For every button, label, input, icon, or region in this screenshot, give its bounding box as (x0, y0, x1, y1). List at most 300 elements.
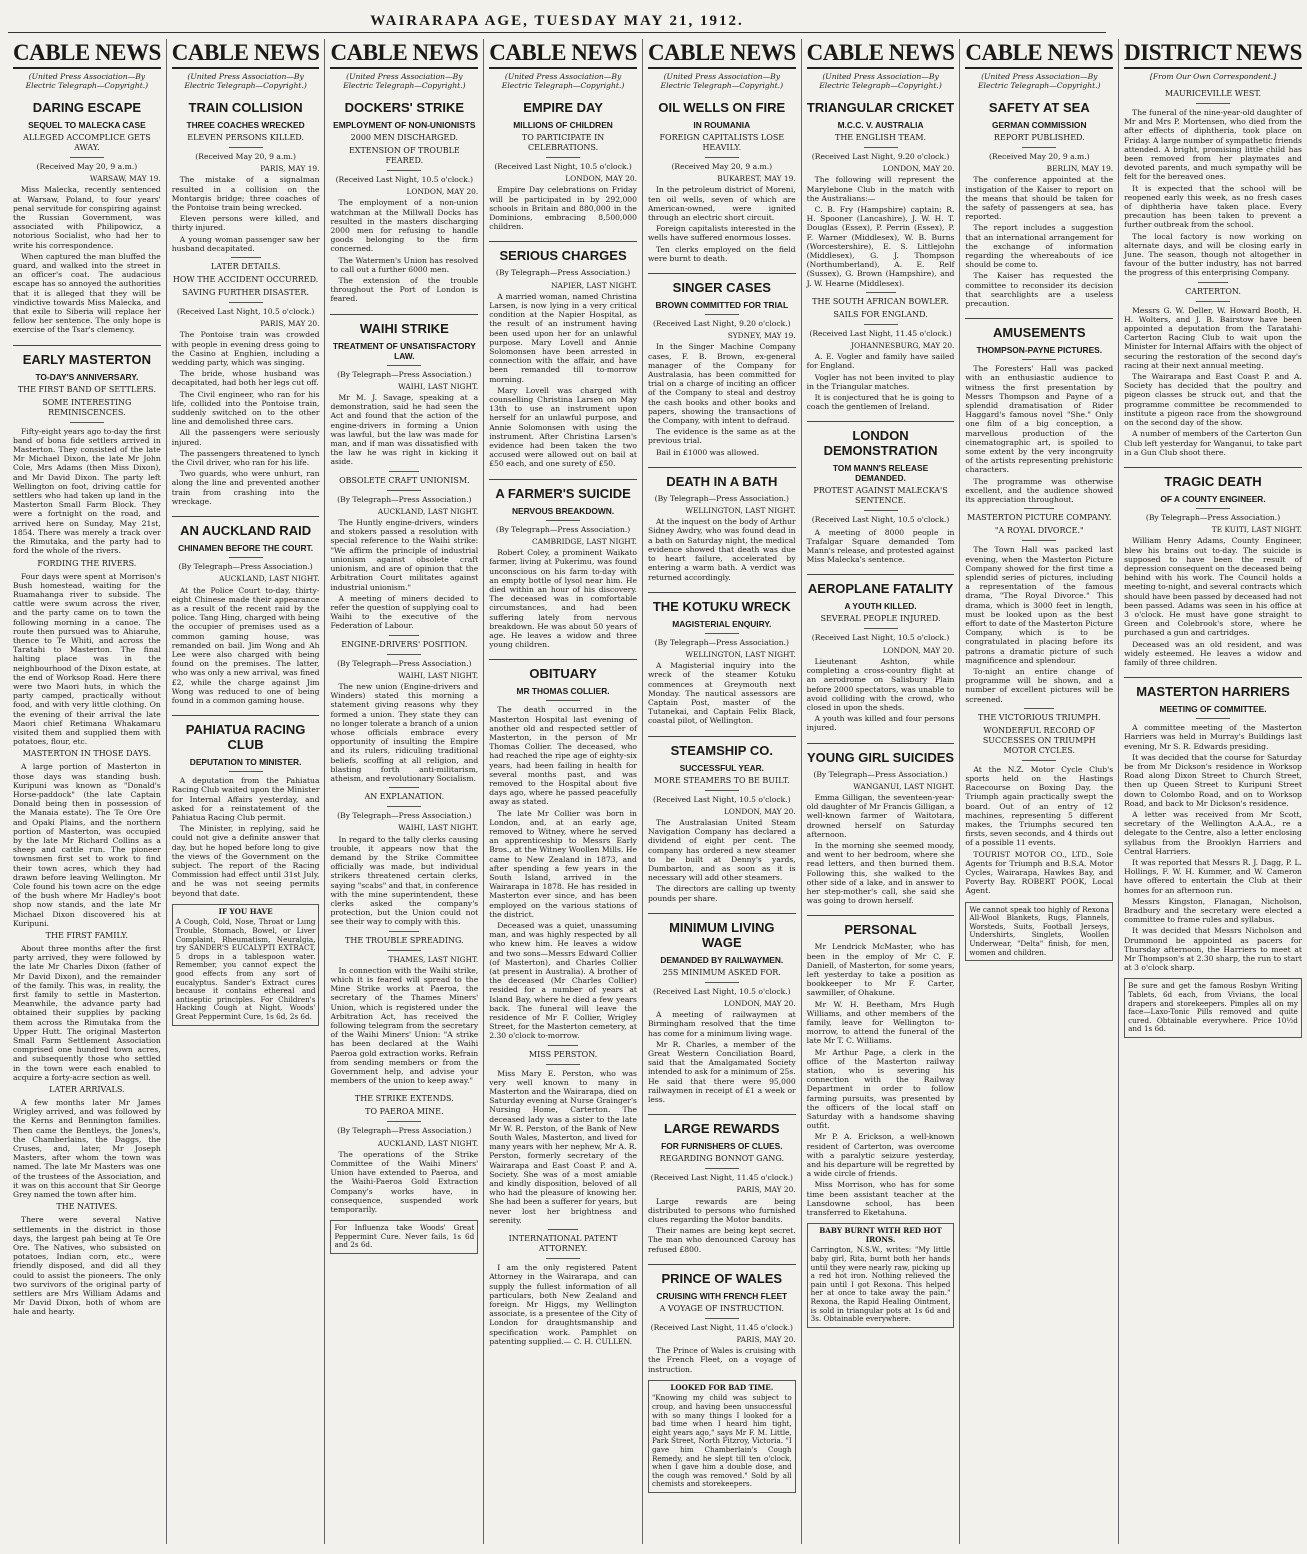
article-deck: IN ROUMANIA (693, 120, 751, 130)
paragraph: The Australasian United Steam Navigation Company has declared a dividend of eight per cent. The company has ordered a new steamer to be built at Denny's yards, Dumbarton, and as soon as it is necessary will add other steamers. (647, 817, 796, 883)
article-deck: OBSOLETE CRAFT UNIONISM. (339, 475, 470, 485)
column-credit: (United Press Association—By Electric Telegraph—Copyright.) (660, 72, 784, 90)
rule-divider (705, 157, 739, 158)
paragraph: Four days were spent at Morrison's Bush homestead, waiting for the Ruamahanga river to subside. The cattle were swum across the river, and the party came on to town the following morning in a canoe. The route then pursued was to Ahiaruhe, thence to Te Whiti, and across the Taratahi to Masterton. The final halting place was in the neighbourhood of the Dixon estate, at the end of Worksop Road. Here there were two Maori huts, in which the party camped, practically without food, and with very little clothing. On the evening of their arrival the late Maori chief Retimana Whakamaru visited them and supplied them with potatoes, flour, etc. (13, 571, 161, 747)
section-divider (548, 1229, 578, 1230)
advertisement (965, 902, 1113, 962)
rule-divider (1196, 718, 1230, 719)
article-deck: MORE STEAMERS TO BE BUILT. (654, 775, 790, 785)
rule-divider (864, 147, 898, 148)
rule-divider (387, 806, 421, 807)
sub-heading: LATER ARRIVALS. (49, 1085, 125, 1095)
rule-divider (1022, 147, 1056, 148)
paragraph: The passengers threatened to lynch the Civil driver, who ran for his life. (171, 448, 320, 468)
paragraph: A number of members of the Carterton Gun Club left yesterday for Wanganui, to take part in a Gun Club shoot there. (1124, 429, 1302, 457)
article-deck: FOR FURNISHERS OF CLUES. (661, 1141, 783, 1152)
paragraph: Mr W. H. Beetham, Mrs Hugh Williams, and other members of the family, leave for Wellington to-morrow, to attend the funeral of the late Mr T. C. Williams. (806, 999, 955, 1046)
received-line: (Received Last Night, 10.5 o'clock.) (494, 162, 632, 171)
article (330, 787, 478, 926)
article-deck: SOME INTERESTING REMINISCENCES. (42, 397, 132, 417)
article-headline: DEATH IN A BATH (648, 467, 796, 489)
dateline: WARSAW, MAY 19. (89, 174, 161, 184)
article (965, 708, 1113, 896)
article-deck: CARTERTON. (1185, 286, 1241, 296)
paragraph: At the inquest on the body of Arthur Sidney Awdry, who was found dead in a bath on Saturday night, the medical evidence showed that death was due to heart failure, accelerated by entering a warm bath. A verdict was returned accordingly. (647, 517, 796, 582)
article-deck: AN EXPLANATION. (364, 792, 445, 802)
article (330, 635, 478, 784)
rule-divider (229, 771, 263, 772)
article (489, 1045, 637, 1225)
dateline: WANGANUI, LAST NIGHT. (853, 781, 955, 791)
article-deck: PROTEST AGAINST MALECKA'S SENTENCE. (813, 486, 948, 506)
advert-text: For Influenza take Woods' Great Peppermint Cure. Never fails, 1s 6d and 2s 6d. (334, 1223, 475, 1250)
article-deck: EXTENSION OF TROUBLE FEARED. (348, 146, 460, 165)
article-deck: MISS PERSTON. (528, 1049, 598, 1059)
dateline: SYDNEY, MAY 19. (727, 331, 796, 341)
article (807, 915, 955, 1217)
article-headline: STEAMSHIP CO. (648, 736, 796, 758)
rule-divider (229, 302, 263, 303)
article (648, 1114, 796, 1254)
article-deck: SAVING FURTHER DISASTER. (182, 288, 309, 298)
rule-divider (546, 700, 580, 701)
dateline: AUCKLAND, LAST NIGHT. (377, 1138, 479, 1148)
article-headline: EARLY MASTERTON (13, 345, 161, 367)
article-headline: SERIOUS CHARGES (489, 241, 637, 263)
rule-divider (705, 790, 739, 791)
article-deck: THE SOUTH AFRICAN BOWLER. (812, 296, 949, 306)
paragraph: In the morning she seemed moody, and went to her bedroom, where she read letters, and then burned them. Following this, she walked to the other side of a lake, and in answer to her step-mother's call, she said she was going to drown herself. (806, 840, 955, 906)
column-5 (642, 39, 801, 1544)
dateline: LONDON, MAY 20. (882, 645, 955, 655)
section-divider (1198, 282, 1228, 283)
paragraph: A committee meeting of the Masterton Harriers was held in Murray's Buildings last evening, Mr S. R. Edwards presiding. (1124, 723, 1302, 751)
paragraph: Robert Coley, a prominent Waikato farmer, living at Pukerimu, was found unconscious on his farm to-day with an empty bottle of lysol near him. He died within an hour of his discovery. The deceased was in comfortable circumstances, and had been suffering lately from nervous breakdown. He was about 50 years of age. He leaves a widow and three young children. (489, 548, 637, 650)
advertisement (330, 1220, 478, 1254)
paragraph: It is conjectured that he is going to coach the gentlemen of Ireland. (806, 393, 955, 412)
advert-title: LOOKED FOR BAD TIME. (670, 1382, 774, 1392)
rule-divider (705, 633, 739, 634)
advert-text: We cannot speak too highly of Rexona All-Wool Blankets, Rugs, Flannels, Worsteds, Suits, Football Jerseys, Undershirts, Singlets, Woollen Underwear, "Delta" finish, for men, women and children. (969, 904, 1110, 957)
advert-title: IF YOU HAVE (218, 906, 273, 916)
dateline: WAIHI, LAST NIGHT. (398, 670, 479, 680)
received-line: (Received Last Night, 9.20 o'clock.) (653, 319, 791, 329)
column-1 (8, 39, 166, 1544)
paragraph: To-night an entire change of programme will be shown, and a number of excellent pictures will be screened. (965, 666, 1114, 704)
paragraph: The local factory is now working on alternate days, and will be closing early in June. The season, though not altogether in favour of the butter industry, has not barred the progress of this enterprising Company. (1124, 231, 1302, 278)
paragraph: The Wairarapa and East Coast P. and A. Society has decided that the poultry and pigeon classes be struck out, and that the programme committee be recommended to institute a pigeon race from the showground on the second day of the show. (1124, 372, 1302, 428)
paragraph: The directors are calling up twenty pounds per share. (647, 884, 796, 903)
dateline: WAIHI, LAST NIGHT. (398, 823, 479, 833)
article-deck: 2000 MEN DISCHARGED. (350, 133, 458, 142)
article (807, 292, 955, 412)
paragraph: A letter was received from Mr Scott, secretary of the Wellington A.A.A., re a delegate to the Centre, also a letter enclosing syllabus from the Brooklyn Harriers and Central Harriers. (1124, 809, 1302, 856)
article-headline: AEROPLANE FATALITY (807, 574, 955, 596)
article-deck: ALLEGED ACCOMPLICE GETS AWAY. (23, 133, 151, 152)
column-heading: CABLE NEWS (807, 39, 955, 69)
advert-text: A Cough, Cold, Nose, Throat or Lung Trouble, Stomach, Bowel, or Liver Complaint, Rheumatism, Neuralgia, try SANDER'S EUCALYPTI EXTRACT, 5 drops in a tablespoon water. Remember, you cannot expect the good effects from any sort of eucalyptus. Sander's Extract cures because it contains ethereal and antiseptic principles. For Children's Hacking Cough at Night, Woods' Great Peppermint Cure, 1s 6d, 2s 6d. (175, 917, 316, 1021)
rule-divider (387, 490, 421, 491)
dateline: LONDON, MAY 20. (723, 998, 796, 1008)
article-deck: EMPLOYMENT OF NON-UNIONISTS (333, 120, 476, 130)
article-headline: DARING ESCAPE (32, 100, 142, 115)
article (489, 659, 637, 1040)
article-deck: SUCCESSFUL YEAR. (679, 762, 764, 773)
article (330, 314, 478, 467)
rule-divider (1196, 508, 1230, 509)
paragraph: A deputation from the Pahiatua Racing Club waited upon the Minister for Internal Affairs yesterday, and asked for a reinstatement of the Pahiatua Racing Club permit. (171, 776, 320, 822)
dateline: PARIS, MAY 20. (736, 1185, 796, 1195)
column-credit: (United Press Association—By Electric Telegraph—Copyright.) (501, 72, 625, 90)
article-headline: OIL WELLS ON FIRE (658, 100, 786, 115)
paragraph: The mistake of a signalman resulted in a collision on the Montargis bridge; three coaches of the Pontoise train being wrecked. (171, 175, 320, 213)
article-deck: CRUISING WITH FRENCH FLEET (656, 1290, 788, 1301)
dateline: NAPIER, LAST NIGHT. (551, 280, 637, 290)
rule-divider (70, 422, 104, 423)
dateline: LONDON, MAY 20. (565, 174, 637, 184)
article-headline: YOUNG GIRL SUICIDES (807, 743, 955, 765)
article-deck: BROWN COMMITTED FOR TRIAL (655, 300, 789, 311)
rule-divider (864, 510, 898, 511)
received-line: (By Telegraph—Press Association.) (495, 268, 631, 278)
article (807, 743, 955, 906)
rule-divider (546, 1258, 580, 1259)
article-deck: FOREIGN CAPITALISTS LOSE HEAVILY. (659, 133, 785, 152)
article-headline: THE KOTUKU WRECK (648, 592, 796, 614)
rule-divider (387, 950, 421, 951)
paragraph: A young woman passenger saw her husband decapitated. (171, 234, 320, 253)
article-headline: SAFETY AT SEA (988, 100, 1090, 115)
paragraph: A large portion of Masterton in those days was standing bush. Kuripuni was known as "Donald's Horse-paddock" (the late Captain Donald being then in possession of the Manaia estate). The Te Ore Ore and Opaki Plains, and the northern portion of Masterton, was occupied by the late Mr Richard Collins as a sheep and cattle run. The pioneer townsmen first set to work to find their town acres, which they had drawn before leaving Wellington. Mr Cole found his town acre on the edge of the bush where Mr Hadley's boot shop now stands, and the late Mr Michael Dixon discovered his at Kuripuni. (13, 762, 161, 928)
sub-heading: FORDING THE RIVERS. (37, 558, 137, 568)
paragraph: A youth was killed and four persons injured. (806, 714, 955, 733)
article (965, 100, 1113, 308)
paragraph: The report includes a suggestion that an international arrangement for the exchange of information regarding the whereabouts of ice should be come to. (965, 223, 1114, 270)
column-credit: (United Press Association—By Electric Telegraph—Copyright.) (25, 72, 149, 90)
rule-divider (705, 314, 739, 315)
article-headline: TRAIN COLLISION (188, 100, 303, 115)
paragraph: The Kaiser has requested the committee to reconsider its decision that searchlights are a useless precaution. (965, 271, 1114, 309)
article-headline: PRINCE OF WALES (648, 1264, 796, 1286)
advertisement (807, 1223, 955, 1328)
paragraph: Mr Arthur Page, a clerk in the office of the Masterton railway station, who is severing his connection with the Railway Department in order to follow farming pursuits, was presented by the officers of the local staff on Saturday with a handsome shaving outfit. (806, 1047, 955, 1131)
article-deck: INTERNATIONAL PATENT ATTORNEY. (508, 1234, 618, 1254)
received-line: (By Telegraph—Press Association.) (337, 369, 472, 379)
advert-text: Be sure and get the famous Rosbyn Writing Tablets, 6d each, from Vivians, the local drapers and storekeepers. Pimples all on my face—Laxo-Tonic Pills removed and quite cured. Obtainable everywhere. Price 10½d and 1s 6d. (1128, 981, 1298, 1034)
paragraph: Mr R. Charles, a member of the Great Western Conciliation Board, said that the Amalgamated Society intended to ask for a minimum of 25s. He said that there were 95,000 railwaymen in receipt of £1 a week or less. (647, 1039, 796, 1104)
sub-heading: MASTERTON IN THOSE DAYS. (22, 749, 151, 759)
article-deck: MAURICEVILLE WEST. (1165, 89, 1262, 98)
article-headline: TRIANGULAR CRICKET (806, 100, 955, 115)
received-line: (Received Last Night, 9.20 o'clock.) (811, 152, 950, 161)
article-headline: A FARMER'S SUICIDE (489, 479, 637, 501)
received-line: (By Telegraph—Press Association.) (337, 1126, 472, 1136)
received-line: (By Telegraph—Press Association.) (654, 637, 789, 647)
article (648, 913, 796, 1104)
article-deck: MASTERTON PICTURE COMPANY. (967, 513, 1112, 523)
paragraph: The operations of the Strike Committee of the Waihi Miners' Union have extended to Paeroa, and the Waihi-Paeroa Gold Extraction Company's works have, in consequence, suspended work temporarily. (330, 1149, 479, 1215)
paragraph: The evidence is the same as at the previous trial. (647, 427, 796, 446)
paragraph: All the passengers were seriously injured. (171, 428, 320, 447)
column-credit: (United Press Association—By Electric Telegraph—Copyright.) (184, 72, 307, 90)
paragraph: It is expected that the school will be reopened early this week, as no fresh cases of diphtheria have taken place. Every precaution has been taken to prevent a further outbreak from the school. (1124, 183, 1302, 230)
advert-text: Carrington, N.S.W., writes: "My little baby girl, Rita, burnt both her hands until they were nearly raw, picking up a red hot iron. Nothing relieved the pain until I got Rexona. This helped her at once to take away the pain." Rexona, the Rapid Healing Ointment, is sold in triangular pots at 1s 6d and 3s. Obtainable everywhere. (810, 1245, 951, 1324)
sub-heading: THE NATIVES. (56, 1202, 118, 1212)
column-4 (483, 39, 642, 1544)
paragraph: When captured the man bluffed the guard, and walked into the street in an officer's coat. The audacious escape has so annoyed the authorities that it is alleged that they will be vindictive towards Miss Malecka, and that exile to Siberia will replace her fellow her sentence. The only hope is exercise of the Tsar's clemency. (13, 251, 161, 335)
article (648, 467, 796, 582)
paragraph: Mr M. J. Savage, speaking at a demonstration, said he had seen the Act and found that the action of the engine-drivers in forming a Union was lawful, but the law was made for man, and if man was dissatisfied with the law he was right in kicking it aside. (330, 393, 479, 467)
article-deck: M.C.C. V. AUSTRALIA (837, 120, 924, 130)
column-credit: [From Our Own Correspondent.] (1149, 72, 1277, 81)
paragraph: It was decided that the course for Saturday be from Mr Dickson's residence in Worksop Road along Dixon Street to Church Street, then up Queen Street to Kuripuni Street down to Colombo Road, and on to Worksop Road, and back to Mr Dickson's residence. (1124, 752, 1302, 808)
advert-text: "Knowing my child was subject to croup, and having been unsuccessful with so many things I looked for a bad time when I heard him tight, eight years ago," says Mr F. M. Little, Park Street, North Fitzroy, Victoria. "I gave him Chamberlain's Cough Remedy, and he slept till ten o'clock, when I gave him a double dose, and the cough was removed." Sold by all chemists and storekeepers. (651, 1393, 792, 1489)
paragraph: William Henry Adams, County Engineer, blew his brains out to-day. The suicide is supposed to have been the result of depression consequent on the deceased being behind with his work. The Council holds a meeting to-night, and several contracts which should have been passed by deceased had not been passed. Adams was seen in his office at 3 o'clock. He must have gone straight to Green and Colebrook's store, where he purchased a gun and cartridges. (1124, 536, 1302, 638)
article-deck: "A ROYAL DIVORCE." (994, 526, 1084, 536)
paragraph: Bail in £1000 was allowed. (655, 447, 760, 457)
paragraph: The extension of the trouble throughout the Port of London is feared. (330, 276, 479, 304)
rule-divider (387, 1121, 421, 1122)
article-headline: AMUSEMENTS (965, 318, 1113, 340)
article-deck: MAGISTERIAL ENQUIRY. (672, 618, 772, 629)
column-heading: CABLE NEWS (489, 39, 637, 69)
article (965, 318, 1113, 504)
article-deck: DEMANDED BY RAILWAYMEN. (660, 954, 784, 965)
received-line: (Received May 20, 9 a.m.) (195, 152, 296, 161)
paragraph: There were several Native settlements in the district in those days, the largest pah being at Te Ore Ore. The Natives, who subsisted on potatoes, Indian corn, etc., were friendly disposed, and did all they could to assist the pioneers. The only two survivors of the original party of settlers are Mrs William Adams and Mr David Dixon, both of whom are hale and hearty. (13, 1215, 161, 1317)
dateline: CAMBRIDGE, LAST NIGHT. (532, 536, 637, 546)
article (648, 592, 796, 726)
paragraph: The Huntly engine-drivers, winders and stokers passed a resolution with special reference to the Waihi strike: "We affirm the principle of industrial unionism against obsolete craft unionism, and are of opinion that the Arbitration Court militates against industrial unionism." (330, 518, 479, 592)
paragraph: The Civil engineer, who ran for his life, collided into the Pontoise train, suddenly switched on to the other line and demolished three cars. (171, 389, 320, 427)
advertisement (172, 904, 320, 1026)
columns-container (8, 39, 1302, 1544)
received-line: (Received Last Night, 10.5 o'clock.) (335, 175, 474, 184)
received-line: (By Telegraph—Press Association.) (337, 811, 472, 821)
rule-divider (1022, 359, 1056, 360)
article (172, 516, 320, 705)
article-deck: REPORT PUBLISHED. (993, 133, 1085, 142)
received-line: (Received Last Night, 10.5 o'clock.) (811, 515, 950, 525)
paragraph: A. E. Vogler and family have sailed for England. (806, 352, 955, 371)
paragraph: Vogler has not been invited to play in the Triangular matches. (806, 372, 955, 391)
dateline: PARIS, MAY 19. (260, 164, 320, 174)
rule-divider (229, 147, 263, 148)
column-credit: (United Press Association—By Electric Telegraph—Copyright.) (819, 72, 942, 90)
masthead: WAIRARAPA AGE, TUESDAY MAY 21, 1912. (8, 10, 1106, 33)
article-headline: MINIMUM LIVING WAGE (648, 913, 796, 950)
article (807, 421, 955, 564)
advertisement (648, 1380, 796, 1493)
article-deck: DEPUTATION TO MINISTER. (189, 757, 302, 768)
article (1124, 282, 1302, 457)
received-line: (By Telegraph—Press Association.) (178, 562, 313, 572)
received-line: (Received Last Night, 11.45 o'clock.) (809, 328, 952, 338)
paragraph: Fifty-eight years ago to-day the first band of bona fide settlers arrived in Masterton. They consisted of the late Mr Michael Dixon, the late Mr John Cole, Mrs Adams (then Miss Dixon), and Mr David Dixon. The party left Wellington on foot, driving cattle for settlers who had taken up land in the Masterton Small Farm Block. They were a fortnight on the road, and arrived here on Sunday, May 21st, 1854. There was merely a track over the Rimutaka, and the party had to ford the whole of the rivers. (13, 426, 161, 556)
article-deck: REGARDING BONNOT GANG. (659, 1154, 784, 1164)
paragraph: Deceased was a quiet, unassuming man, and was highly respected by all who knew him. He leaves a widow and two sons—Messrs Edward Collier (of Masterton), and Charles Collier (at present in Australia). A brother of the deceased (Mr Charles Collier) resided for a number of years at Island Bay, where he died a few years back. The funeral will leave the residence of Mr F. Collier, Wrigley Street, for the Masterton cemetery, at 2.30 o'clock to-morrow. (489, 921, 637, 1041)
dateline: WELLINGTON, LAST NIGHT. (685, 649, 796, 659)
paragraph: About three months after the first party arrived, they were followed by the late Mr Charles Dixon (father of Mr David Dixon), and the remainder of the family. This was, in reality, the first family to settle in Masterton. Meanwhile, the advance party had obtained their supplies by packing them across the Rimutaka from the Upper Hutt. The original Masterton Small Farm Settlement Association comprised one hundred town acres, and subsequently those who settled in the town were each enabled to acquire a forty-acre section as well. (13, 944, 161, 1082)
article-deck: CHINAMEN BEFORE THE COURT. (178, 543, 314, 554)
article-headline: LARGE REWARDS (648, 1114, 796, 1136)
rule-divider (705, 982, 739, 983)
received-line: (By Telegraph—Press Association.) (337, 494, 472, 504)
article (489, 479, 637, 650)
paragraph: Mr Lendrick McMaster, who has been in the employ of Mr C. F. Daniell, of Masterton, for some years, left yesterday to take a position as bookkeeper to Mr F. Carter, sawmiller, of Ohakune. (806, 942, 955, 998)
article-headline: SINGER CASES (648, 273, 796, 295)
received-line: (Received May 20, 9 a.m.) (988, 152, 1090, 161)
rule-divider (864, 628, 898, 629)
column-heading: CABLE NEWS (13, 39, 161, 69)
received-line: (Received Last Night, 10.5 o'clock.) (653, 794, 791, 804)
section-divider (389, 635, 419, 636)
section-divider (389, 1089, 419, 1090)
paragraph: The conference appointed at the instigation of the Kaiser to report on the means that should be taken for the safety of passengers at sea, has reported. (965, 175, 1114, 222)
section-divider (1024, 708, 1054, 709)
paragraph: It was reported that Messrs R. J. Dagg, P. L. Hollings, F. W. H. Kummer, and W. Cameron have offered to entertain the Club at their homes for an afternoon run. (1124, 858, 1302, 895)
rule-divider (387, 170, 421, 171)
article-headline: WAIHI STRIKE (330, 314, 478, 336)
article-deck: TOM MANN'S RELEASE DEMANDED. (832, 463, 929, 484)
paragraph: Large rewards are being distributed to persons who furnished clues regarding the Motor bandits. (647, 1196, 796, 1225)
paragraph: The Town Hall was packed last evening, when the Masterton Picture Company showed for the first time a splendid series of pictures, including a representation of the famous drama, "The Royal Divorce." This drama, which is 3000 feet in length, must be looked upon as the best effort to date of the Masterton Picture Company, which is to be congratulated in placing before its patrons a dramatic picture of such magnificence and splendour. (965, 545, 1114, 665)
article (965, 508, 1113, 703)
article (489, 100, 637, 231)
received-line: (Received May 20, 9 a.m.) (36, 162, 138, 171)
dateline: LONDON, MAY 20. (406, 187, 479, 197)
received-line: (Received Last Night, 10.5 o'clock.) (653, 986, 791, 996)
column-heading: CABLE NEWS (330, 39, 478, 69)
article (648, 1264, 796, 1374)
article-deck: WONDERFUL RECORD OF SUCCESSES ON TRIUMPH MOTOR CYCLES. (982, 725, 1096, 755)
paragraph: At the Police Court to-day, thirty-eight Chinese made their appearance as a result of the recent raid by the police. Tang Hing, charged with being the occupier of premises used as a common gaming house, was remanded on bail. Jim Wong and Ah Lee were also charged with being found on the premises. The latter, who was only a new arrival, was fined £2, while the charge against Jim Wong was reduced to one of being found in a common gaming house. (171, 585, 320, 705)
rule-divider (229, 557, 263, 558)
paragraph: The death occurred in the Masterton Hospital last evening of another old and respected settler of Masterton, in the person of Mr Thomas Collier. The deceased, who had reached the ripe age of eighty-six years, had been failing in health for several months past, and was removed to the Hospital about five days ago, where he passed peacefully away as stated. (489, 705, 637, 807)
article-deck: ENGINE-DRIVERS' POSITION. (341, 639, 468, 649)
paragraph: Miss Malecka, recently sentenced at Warsaw, Poland, to four years' penal servitude for conspiring against the Russian Government, was associated with Philipowicz, a notorious Socialist, who had her to write his correspondence. (13, 185, 161, 250)
article-headline: LONDON DEMONSTRATION (807, 421, 955, 458)
article (330, 471, 478, 631)
article-headline: DOCKERS' STRIKE (344, 100, 465, 115)
article (330, 1089, 478, 1214)
article (648, 100, 796, 263)
paragraph: In the petroleum district of Moreni, ten oil wells, seven of which are American-owned, were ignited through an electric short circuit. (647, 185, 796, 223)
paragraph: The bride, whose husband was decapitated, had both her legs cut off. (171, 369, 320, 388)
article (1124, 677, 1302, 972)
paragraph: The late Mr Collier was born in London, and, at an early age, removed to Witney, where he served an apprenticeship to Messrs Early Bros., at the Witney Woollen Mills. He came to New Zealand in 1873, and after spending a few years in the South Island, arrived in the Wairarapa in 1878. He has resided in Masterton ever since, and has been employed on the various stations of the district. (489, 808, 637, 919)
article-deck: THE STRIKE EXTENDS. (354, 1094, 454, 1104)
section-divider (1024, 508, 1054, 509)
rule-divider (1022, 540, 1056, 541)
received-line: (Received Last Night, 11.45 o'clock.) (650, 1322, 793, 1332)
paragraph: In connection with the Waihi strike, which it is feared will spread to the Mine Strike works at Paeroa, the secretary of the Thames Miners' Union, which is registered under the Arbitration Act, has received the following telegram from the secretary of the Waihi Miners' Union: "A strike has been declared at the Waihi Paeroa gold extraction works. Refrain from sending members or from the Government help, and advise your members of the union to keep away." (330, 965, 479, 1086)
article-deck: THE VICTORIOUS TRIUMPH. (978, 712, 1101, 722)
column-credit: (United Press Association—By Electric Telegraph—Copyright.) (343, 72, 466, 90)
paragraph: A meeting of 8000 people in Trafalgar Square demanded Tom Mann's release, and protested against Miss Malecka's sentence. (806, 527, 955, 565)
received-line: (Received Last Night, 10.5 o'clock.) (811, 633, 950, 643)
paragraph: Messrs G. W. Deller, W. Howard Booth, H. H. Wolters, and J. B. Bairstow have been appointed a deputation from the Taratahi-Carterton Racing Club to wait upon the Minister for Internal Affairs with the object of securing the restoration of the second day's racing at their next annual meeting. (1124, 305, 1302, 370)
rule-divider (1196, 103, 1230, 104)
column-credit: (United Press Association—By Electric Telegraph—Copyright.) (978, 72, 1101, 90)
article (648, 736, 796, 903)
dateline: AUCKLAND, LAST NIGHT. (377, 506, 479, 516)
article-deck: MR THOMAS COLLIER. (516, 686, 610, 697)
section-divider (389, 787, 419, 788)
section-divider (389, 471, 419, 472)
dateline: BUKAREST, MAY 19. (717, 174, 796, 184)
rule-divider (387, 654, 421, 655)
article (1124, 89, 1302, 278)
rule-divider (864, 324, 898, 325)
article-deck: LATER DETAILS. (210, 262, 281, 272)
rule-divider (387, 365, 421, 366)
advert-title: BABY BURNT WITH RED HOT IRONS. (819, 1226, 942, 1244)
article-headline: EMPIRE DAY (523, 100, 603, 115)
article (807, 574, 955, 732)
paragraph: Eleven persons were killed, and thirty injured. (171, 214, 320, 233)
article-headline: PERSONAL (807, 915, 955, 937)
rule-divider (546, 1064, 580, 1065)
received-line: (Received Last Night, 11.45 o'clock.) (650, 1173, 793, 1183)
paragraph: The Foresters' Hall was packed with an enthusiastic audience to witness the first presentation by Messrs Thompson and Payne of a splendid dramatisation of Rider Haggard's famous novel "She." Only one film of a big conception, a marvellous production of the cinematographic art, is spoiled to some extent by the very incongruity of the artists representing prehistoric characters. (965, 364, 1114, 475)
dateline: THAMES, LAST NIGHT. (388, 954, 479, 964)
article-headline: OBITUARY (489, 659, 637, 681)
article-deck: ELEVEN PERSONS KILLED. (187, 133, 304, 142)
article (807, 100, 955, 288)
paragraph: The Minister, in replying, said he could not give a definite answer that day, but he hoped before long to give the views of the Government on the subject. The report of the Racing Commission had effect until 31st July, and he was not seeing permits beyond that date. (171, 824, 320, 898)
received-line: (By Telegraph—Press Association.) (654, 493, 789, 503)
dateline: LONDON, MAY 20. (723, 806, 796, 816)
section-divider (231, 257, 261, 258)
article-headline: MASTERTON HARRIERS (1124, 677, 1302, 699)
article-deck: THOMPSON-PAYNE PICTURES. (976, 345, 1103, 356)
article-deck: HOW THE ACCIDENT OCCURRED. (172, 275, 319, 285)
column-heading: CABLE NEWS (172, 39, 320, 69)
dateline: LONDON, MAY 20. (882, 164, 955, 174)
paragraph: Their names are being kept secret. The man who denounced Carouy has refused £800. (647, 1226, 796, 1254)
paragraph: Deceased was an old resident, and was widely esteemed. He leaves a widow and family of three children. (1124, 639, 1302, 667)
article-deck: A YOUTH KILLED. (844, 601, 917, 612)
section-divider (866, 292, 896, 293)
paragraph: Emma Gilligan, the seventeen-year-old daughter of Mr Francis Gilligan, a well-known farmer of Waitotara, drowned herself on Saturday afternoon. (806, 792, 955, 839)
article-deck: THE TROUBLE SPREADING. (345, 935, 464, 945)
article-headline: TRAGIC DEATH (1124, 467, 1302, 489)
article-deck: THE ENGLISH TEAM. (834, 133, 927, 142)
article (13, 345, 161, 1317)
paragraph: The new union (Engine-drivers and Winders) stated this morning a statement giving reasons why they formed a union. They state they can no longer tolerate a branch of a union whose officials embrace every opportunity of insulting the Empire and its rulers, ridiculing traditional beliefs, scoffing at all religion, and blasting forth anti-militarism, atheism, and revolutionary Socialism. (330, 681, 479, 783)
rule-divider (705, 1168, 739, 1169)
article-deck: THREE COACHES WRECKED (186, 120, 305, 130)
article-deck: SAILS FOR ENGLAND. (833, 309, 928, 319)
paragraph: Mr P. A. Erickson, a well-known resident of Carterton, was overcome with a paralytic seizure yesterday, and his departure will be regretted by a wide circle of friends. (806, 1132, 955, 1179)
paragraph: Two guards, who were unhurt, ran along the line and prevented another train from crashing into the wreckage. (171, 469, 320, 506)
column-heading: DISTRICT NEWS (1124, 39, 1302, 69)
article (330, 931, 478, 1086)
paragraph: Foreign capitalists interested in the wells have suffered enormous losses. (647, 224, 796, 243)
paragraph: The Watermen's Union has resolved to call out a further 6000 men. (330, 255, 479, 274)
dateline: JOHANNESBURG, MAY 20. (851, 341, 955, 351)
paragraph: TOURIST MOTOR CO., LTD., Sole Agents for Triumph and B.S.A. Motor Cycles, Wairarapa, Hawkes Bay, and Poverty Bay. ROBERT POOK, Local Agent. (965, 849, 1114, 896)
column-heading: CABLE NEWS (648, 39, 796, 69)
received-line: (By Telegraph—Press Association.) (1145, 512, 1281, 522)
article-deck: 25S MINIMUM ASKED FOR. (662, 967, 781, 977)
dateline: BERLIN, MAY 19. (1046, 164, 1114, 174)
column-heading: CABLE NEWS (965, 39, 1113, 69)
article (1124, 467, 1302, 667)
rule-divider (705, 1318, 739, 1319)
advertisement (1124, 978, 1302, 1038)
